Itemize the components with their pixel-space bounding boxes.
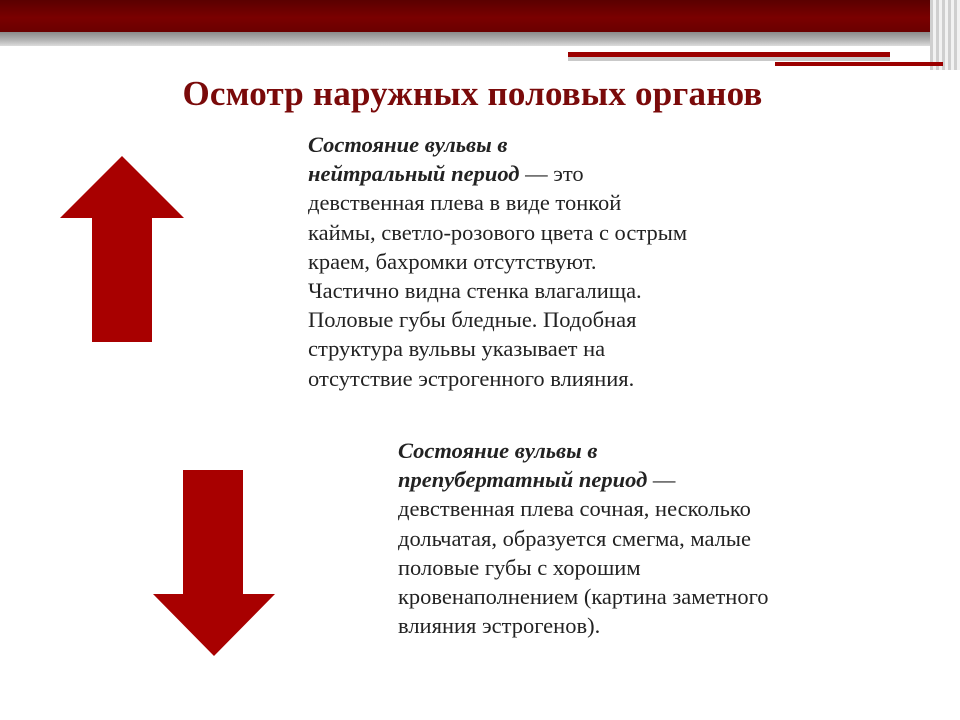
block1-line: девственная плева в виде тонкой — [308, 190, 622, 216]
block2-dash-text: — — [647, 467, 676, 493]
block1-line: отсутствие эстрогенного влияния. — [308, 365, 635, 391]
header-band — [0, 0, 960, 32]
page-title: Осмотр наружных половых органов — [182, 74, 763, 113]
block2-line: девственная плева сочная, несколько — [398, 496, 751, 522]
decor-stripes — [930, 0, 960, 70]
block1-line: Частично видна стенка влагалища. — [308, 278, 642, 304]
block1-line: краем, бахромки отсутствуют. — [308, 248, 597, 274]
block1-heading-line2 — [308, 159, 808, 188]
block1-heading-emphasis: нейтральный период — [308, 161, 520, 187]
accent-line-short — [775, 62, 943, 66]
block2-line: влияния эстрогенов). — [398, 613, 601, 639]
header-gray-band — [0, 32, 960, 46]
block2-heading-line2 — [398, 465, 938, 494]
arrow-up-icon — [60, 156, 184, 342]
block1-dash-text: — это — [519, 161, 584, 187]
block1-line: Половые губы бледные. Подобная — [308, 307, 637, 333]
text-block-prepubertal-period — [398, 436, 938, 640]
block1-line: структура вульвы указывает на — [308, 336, 606, 362]
block1-line: каймы, светло-розового цвета с острым — [308, 219, 688, 245]
block2-line: половые губы с хорошим — [398, 554, 641, 580]
accent-line-shadow — [568, 57, 890, 61]
block2-heading-line1: Состояние вульвы в — [398, 438, 598, 463]
block1-heading-line1: Состояние вульвы в — [308, 132, 508, 157]
arrow-down-icon — [153, 470, 275, 656]
block2-line: дольчатая, образуется смегма, малые — [398, 525, 752, 551]
block2-heading-emphasis: препубертатный период — [398, 467, 648, 493]
text-block-neutral-period — [308, 130, 808, 393]
block2-line: кровенаполнением (картина заметного — [398, 584, 769, 610]
